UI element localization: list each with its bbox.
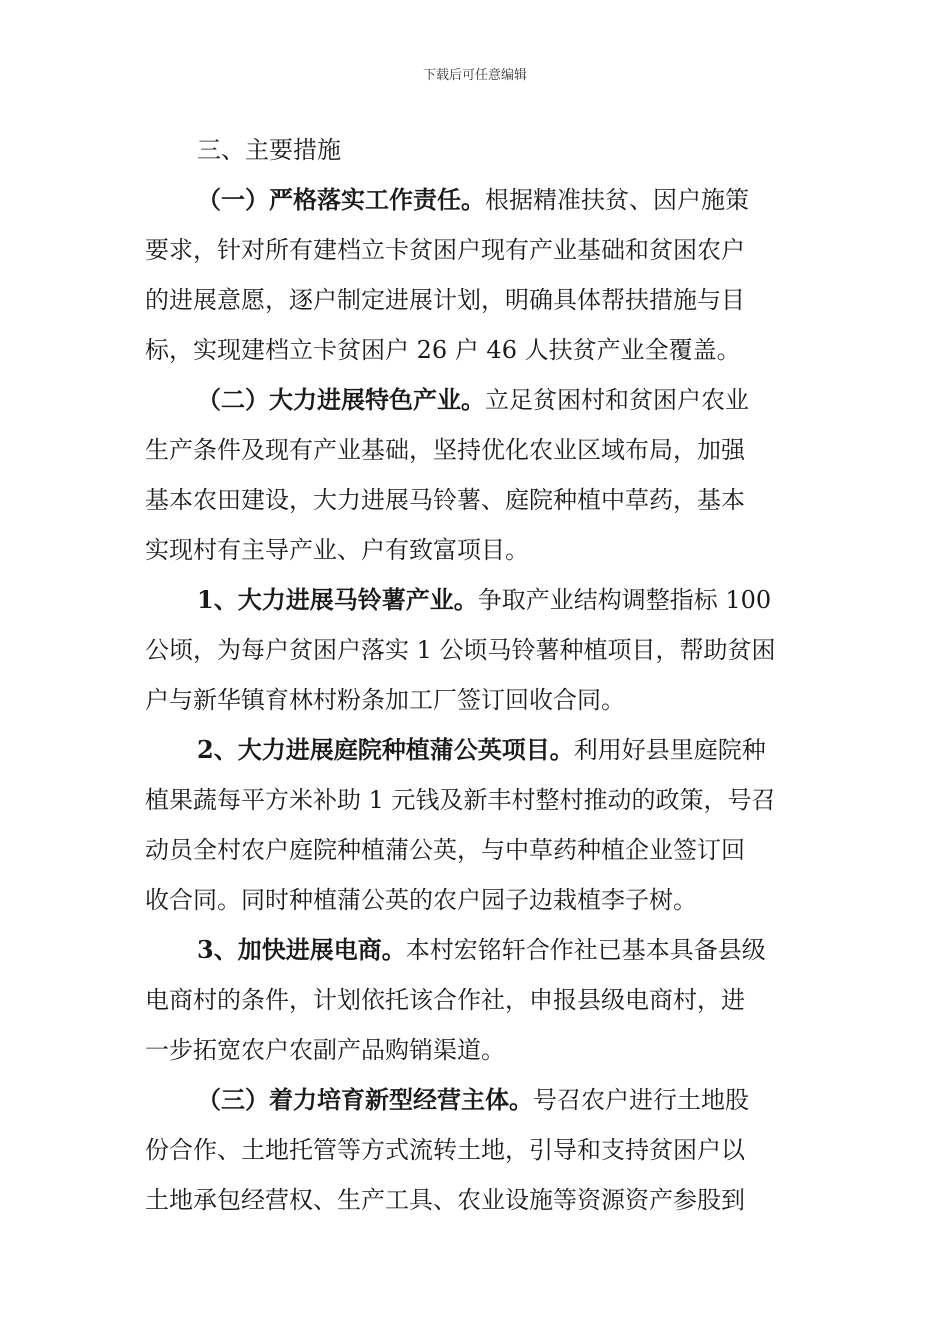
paragraph-4 — [145, 725, 807, 925]
paragraph-4-line-2: 植果蔬每平方米补助 1 元钱及新丰村整村推动的政策，号召 — [145, 786, 776, 814]
paragraph-6 — [145, 1075, 807, 1225]
paragraph-4-line-4: 收合同。同时种植蒲公英的农户园子边栽植李子树。 — [145, 886, 697, 914]
paragraph-4-line-1: 利用好县里庭院种 — [573, 736, 766, 764]
paragraph-3-line-1: 争取产业结构调整指标 100 — [477, 586, 772, 614]
paragraph-5 — [145, 925, 807, 1075]
paragraph-6-line-3: 土地承包经营权、生产工具、农业设施等资源资产参股到 — [145, 1186, 745, 1214]
paragraph-4-line-3: 动员全村农户庭院种植蒲公英，与中草药种植企业签订回 — [145, 836, 745, 864]
paragraph-6-line-2: 份合作、土地托管等方式流转土地，引导和支持贫困户以 — [145, 1136, 745, 1164]
paragraph-5-line-3: 一步拓宽农户农副产品购销渠道。 — [145, 1036, 505, 1064]
paragraph-2-line-2: 生产条件及现有产业基础，坚持优化农业区域布局，加强 — [145, 436, 745, 464]
paragraph-3-line-3: 户与新华镇育林村粉条加工厂签订回收合同。 — [145, 686, 625, 714]
paragraph-3-lead: 1、大力进展马铃薯产业。 — [197, 585, 478, 614]
paragraph-1-lead: （一）严格落实工作责任。 — [197, 185, 485, 214]
document-body — [145, 125, 807, 1225]
paragraph-4-lead: 2、大力进展庭院种植蒲公英项目。 — [197, 735, 574, 764]
paragraph-6-lead: （三）着力培育新型经营主体。 — [197, 1085, 533, 1114]
paragraph-1-line-1: 根据精准扶贫、因户施策 — [485, 186, 749, 214]
section-title: 三、主要措施 — [197, 136, 341, 164]
paragraph-3 — [145, 575, 807, 725]
paragraph-5-line-2: 电商村的条件，计划依托该合作社，申报县级电商村，进 — [145, 986, 745, 1014]
paragraph-5-lead: 3、加快进展电商。 — [197, 935, 406, 964]
paragraph-2-lead: （二）大力进展特色产业。 — [197, 385, 485, 414]
paragraph-2-line-1: 立足贫困村和贫困户农业 — [485, 386, 749, 414]
paragraph-1-line-2: 要求，针对所有建档立卡贫困户现有产业基础和贫困农户 — [145, 236, 745, 264]
paragraph-1 — [145, 175, 807, 375]
paragraph-1-line-4: 标，实现建档立卡贫困户 26 户 46 人扶贫产业全覆盖。 — [145, 336, 741, 364]
page-header-note: 下载后可任意编辑 — [422, 68, 527, 83]
paragraph-2-line-3: 基本农田建设，大力进展马铃薯、庭院种植中草药，基本 — [145, 486, 745, 514]
paragraph-6-line-1: 号召农户进行土地股 — [533, 1086, 749, 1114]
paragraph-3-line-2: 公顷，为每户贫困户落实 1 公顷马铃薯种植项目，帮助贫困 — [145, 636, 776, 664]
paragraph-5-line-1: 本村宏铭轩合作社已基本具备县级 — [405, 936, 766, 964]
paragraph-1-line-3: 的进展意愿，逐户制定进展计划，明确具体帮扶措施与目 — [145, 286, 745, 314]
paragraph-2 — [145, 375, 807, 575]
paragraph-2-line-4: 实现村有主导产业、户有致富项目。 — [145, 536, 529, 564]
